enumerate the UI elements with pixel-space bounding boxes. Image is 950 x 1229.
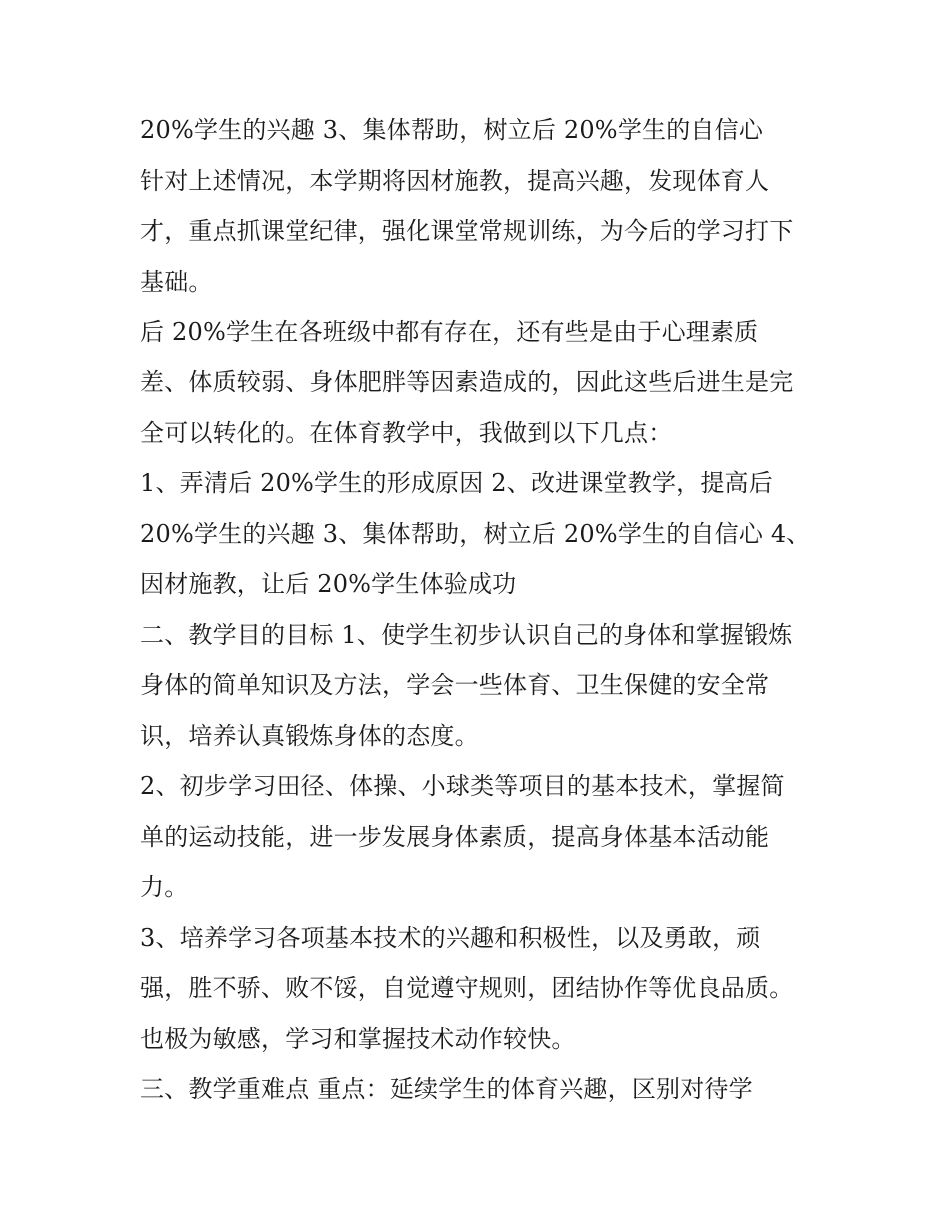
text-line: 因材施教，让后 20%学生体验成功 xyxy=(140,570,517,598)
text-line: 身体的简单知识及方法，学会一些体育、卫生保健的安全常 xyxy=(140,671,770,699)
text-line: 差、体质较弱、身体肥胖等因素造成的，因此这些后进生是完 xyxy=(140,368,794,396)
text-line: 全可以转化的。在体育教学中，我做到以下几点： xyxy=(140,419,673,447)
text-line: 3、培养学习各项基本技术的兴趣和积极性，以及勇敢，顽 xyxy=(140,924,761,952)
text-line: 2、初步学习田径、体操、小球类等项目的基本技术，掌握简 xyxy=(140,772,785,800)
text-line: 1、弄清后 20%学生的形成原因 2、改进课堂教学，提高后 xyxy=(140,469,773,497)
text-line: 基础。 xyxy=(140,268,213,296)
text-line: 20%学生的兴趣 3、集体帮助，树立后 20%学生的自信心 xyxy=(140,116,764,144)
text-line: 力。 xyxy=(140,873,189,901)
text-line: 三、教学重难点 重点：延续学生的体育兴趣，区别对待学 xyxy=(140,1075,753,1103)
text-line: 识，培养认真锻炼身体的态度。 xyxy=(140,722,479,750)
text-line: 二、教学目的目标 1、使学生初步认识自己的身体和掌握锻炼 xyxy=(140,621,793,649)
text-line: 后 20%学生在各班级中都有存在，还有些是由于心理素质 xyxy=(140,318,759,346)
text-line: 单的运动技能，进一步发展身体素质，提高身体基本活动能 xyxy=(140,823,770,851)
text-line: 20%学生的兴趣 3、集体帮助，树立后 20%学生的自信心 4、 xyxy=(140,520,811,548)
text-line: 才，重点抓课堂纪律，强化课堂常规训练，为今后的学习打下 xyxy=(140,217,794,245)
text-line: 强，胜不骄、败不馁，自觉遵守规则，团结协作等优良品质。 xyxy=(140,974,794,1002)
text-line: 针对上述情况，本学期将因材施教，提高兴趣，发现体育人 xyxy=(140,167,770,195)
text-line: 也极为敏感，学习和掌握技术动作较快。 xyxy=(140,1025,576,1053)
